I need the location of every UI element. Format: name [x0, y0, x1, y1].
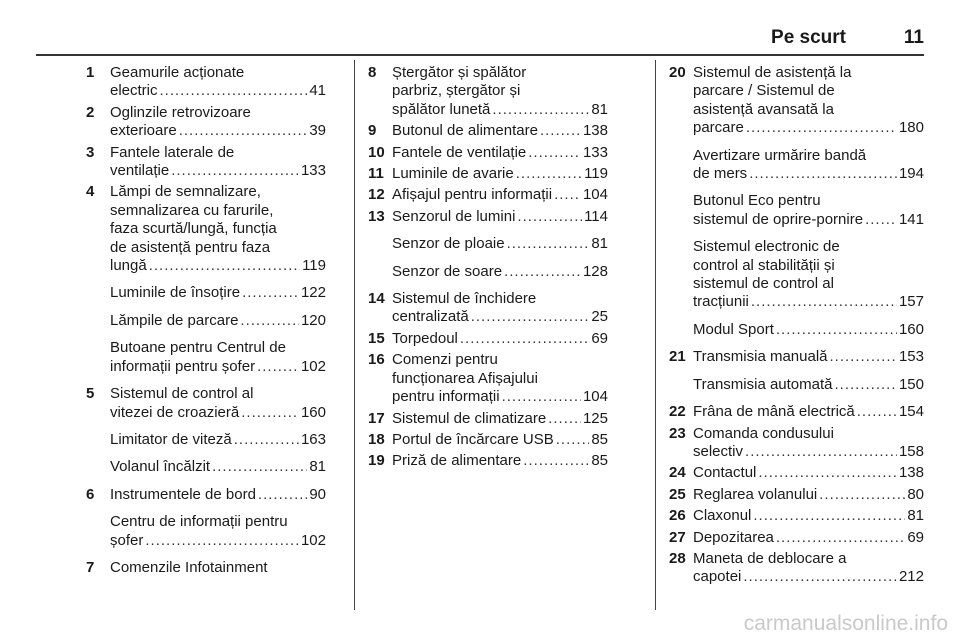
item-number: 22 — [669, 403, 686, 421]
entry-text: Butonul de alimentare — [392, 122, 538, 140]
item-number: 16 — [368, 351, 385, 369]
dot-leader — [242, 284, 299, 302]
entry-line — [392, 144, 608, 162]
index-entry — [368, 208, 608, 226]
item-number: 4 — [86, 183, 95, 201]
page-number: 11 — [903, 27, 924, 48]
page-reference[interactable]: 69 — [907, 528, 924, 546]
index-entry — [86, 431, 326, 449]
dot-leader — [554, 186, 581, 204]
page-reference[interactable]: 85 — [591, 452, 608, 470]
entry-line — [110, 486, 326, 504]
dot-leader — [746, 119, 897, 137]
dot-leader — [460, 330, 589, 348]
page-reference[interactable]: 128 — [582, 262, 608, 280]
entry-text: Senzor de ploaie — [392, 235, 505, 253]
index-entry — [669, 321, 924, 339]
entry-text: Sistemul electronic de — [693, 238, 840, 256]
page-reference[interactable]: 104 — [582, 186, 608, 204]
entry-text: informații pentru șofer — [110, 357, 256, 375]
index-entry — [368, 290, 608, 327]
item-number: 28 — [669, 549, 686, 567]
page-reference[interactable]: 119 — [584, 165, 608, 183]
item-number: 15 — [368, 329, 385, 347]
entry-text: Transmisia manuală — [693, 348, 828, 366]
dot-leader — [471, 308, 590, 326]
entry-text: Butonul Eco pentru — [693, 192, 821, 210]
dot-leader — [857, 403, 897, 421]
page-reference[interactable]: 163 — [300, 430, 326, 448]
index-entry — [669, 425, 924, 462]
index-entry — [669, 507, 924, 525]
dot-leader — [507, 235, 590, 253]
page-reference[interactable]: 160 — [898, 320, 924, 338]
page-reference[interactable]: 69 — [591, 329, 608, 347]
entry-text: Sistemul de climatizare — [392, 409, 547, 427]
page-reference[interactable]: 81 — [591, 100, 608, 118]
dot-leader — [548, 410, 581, 428]
dot-leader — [753, 507, 905, 525]
index-column-1 — [86, 64, 326, 580]
entry-text: Butoane pentru Centrul de — [110, 339, 286, 357]
entry-text: Reglarea volanului — [693, 485, 818, 503]
dot-leader — [758, 464, 897, 482]
dot-leader — [240, 312, 299, 330]
index-column-3 — [669, 64, 924, 590]
entry-text: asistență avansată la — [693, 100, 834, 118]
entry-line — [110, 458, 326, 476]
page-reference[interactable]: 212 — [898, 568, 924, 586]
page-reference[interactable]: 160 — [300, 403, 326, 421]
dot-leader — [743, 568, 897, 586]
index-entry — [86, 486, 326, 504]
entry-line — [392, 410, 608, 428]
entry-line — [110, 431, 326, 449]
page-reference[interactable]: 154 — [898, 403, 924, 421]
index-entry — [368, 431, 608, 449]
item-number: 13 — [368, 207, 385, 225]
page-reference[interactable]: 90 — [309, 485, 326, 503]
entry-line — [392, 186, 608, 204]
page-reference[interactable]: 85 — [591, 430, 608, 448]
index-column-2 — [368, 64, 608, 474]
entry-line — [693, 464, 924, 482]
dot-leader — [776, 321, 897, 339]
page-reference[interactable]: 141 — [898, 210, 924, 228]
entry-text: Portul de încărcare USB — [392, 430, 554, 448]
page-reference[interactable]: 102 — [300, 531, 326, 549]
entry-text: Comanda condusului — [693, 424, 834, 442]
item-number: 11 — [368, 165, 384, 183]
page-reference[interactable]: 114 — [584, 207, 608, 225]
index-entry — [86, 339, 326, 376]
entry-text: Transmisia automată — [693, 375, 833, 393]
page-reference[interactable]: 153 — [898, 348, 924, 366]
dot-leader — [241, 404, 299, 422]
index-entry — [86, 284, 326, 302]
dot-leader — [179, 122, 308, 140]
entry-text: de asistență pentru faza — [110, 238, 271, 256]
entry-line — [693, 348, 924, 366]
index-entry — [669, 376, 924, 394]
page-reference[interactable]: 138 — [582, 122, 608, 140]
item-number: 12 — [368, 186, 385, 204]
page-reference[interactable]: 81 — [591, 235, 608, 253]
dot-leader — [212, 458, 307, 476]
item-number: 8 — [368, 64, 377, 81]
page-reference[interactable]: 158 — [898, 442, 924, 460]
entry-text: ventilație — [110, 162, 170, 180]
dot-leader — [528, 144, 581, 162]
entry-text: Lămpi de semnalizare, — [110, 183, 261, 201]
page-reference[interactable]: 122 — [300, 284, 326, 302]
item-number: 7 — [86, 558, 95, 576]
index-entry — [368, 122, 608, 140]
index-entry — [86, 183, 326, 275]
entry-line — [693, 293, 924, 311]
entry-text: exterioare — [110, 122, 177, 140]
dot-leader — [257, 358, 299, 376]
index-entry — [86, 144, 326, 181]
item-number: 18 — [368, 430, 385, 448]
entry-line — [693, 376, 924, 394]
index-entry — [368, 410, 608, 428]
page-reference[interactable]: 102 — [300, 357, 326, 375]
entry-text: Luminile de avarie — [392, 165, 514, 183]
page-reference[interactable]: 119 — [302, 257, 326, 275]
dot-leader — [751, 293, 897, 311]
index-entry — [669, 64, 924, 138]
entry-text: parbriz, ștergător și — [392, 82, 521, 100]
entry-text: centralizată — [392, 308, 469, 326]
item-number: 25 — [669, 485, 686, 503]
dot-leader — [819, 486, 905, 504]
column-divider — [655, 60, 656, 610]
entry-line — [110, 162, 326, 180]
item-number: 3 — [86, 143, 95, 161]
page-reference[interactable]: 157 — [898, 293, 924, 311]
item-number: 21 — [669, 348, 686, 366]
entry-line — [392, 165, 608, 183]
entry-text: parcare — [693, 119, 744, 137]
entry-line — [110, 532, 326, 550]
dot-leader — [540, 122, 581, 140]
dot-leader — [160, 82, 308, 100]
entry-text: electric — [110, 82, 158, 100]
item-number: 20 — [669, 64, 686, 81]
entry-line — [693, 507, 924, 525]
dot-leader — [258, 486, 307, 504]
entry-text: pentru informații — [392, 388, 500, 406]
index-entry — [86, 312, 326, 330]
page-reference[interactable]: 25 — [591, 308, 608, 326]
page-reference[interactable]: 138 — [898, 464, 924, 482]
dot-leader — [171, 162, 299, 180]
index-entry — [669, 192, 924, 229]
index-entry — [368, 144, 608, 162]
entry-text: Sistemul de închidere — [392, 290, 537, 308]
index-entry — [368, 452, 608, 470]
index-entry — [368, 186, 608, 204]
index-entry — [669, 147, 924, 184]
entry-line — [392, 308, 608, 326]
item-number: 23 — [669, 424, 686, 442]
index-entry — [368, 165, 608, 183]
entry-text: Sistemul de asistență la — [693, 64, 852, 81]
item-number: 24 — [669, 464, 686, 482]
index-entry — [86, 64, 326, 101]
entry-text: Ștergător și spălător — [392, 64, 527, 81]
entry-line — [693, 529, 924, 547]
entry-line — [392, 330, 608, 348]
dot-leader — [492, 101, 589, 119]
index-entry — [86, 104, 326, 141]
entry-text: funcționarea Afișajului — [392, 369, 538, 387]
index-entry — [669, 550, 924, 587]
item-number: 9 — [368, 122, 377, 140]
entry-text: de mers — [693, 165, 748, 183]
item-number: 6 — [86, 485, 95, 503]
index-entry — [669, 486, 924, 504]
page-reference[interactable]: 194 — [898, 165, 924, 183]
index-entry — [368, 351, 608, 406]
item-number: 14 — [368, 290, 385, 308]
index-entry — [669, 529, 924, 547]
page-reference[interactable]: 180 — [898, 119, 924, 137]
entry-text: Comenzile Infotainment — [110, 558, 268, 576]
entry-line — [392, 235, 608, 253]
entry-text: Comenzi pentru — [392, 351, 498, 369]
entry-text: lungă — [110, 257, 147, 275]
entry-text: Maneta de deblocare a — [693, 549, 847, 567]
entry-text: Limitator de viteză — [110, 430, 232, 448]
entry-line — [110, 122, 326, 140]
dot-leader — [865, 211, 897, 229]
page-reference[interactable]: 81 — [309, 458, 326, 476]
column-divider — [354, 60, 355, 610]
entry-line — [110, 358, 326, 376]
entry-text: Fantele de ventilație — [392, 143, 527, 161]
entry-text: Senzor de soare — [392, 262, 503, 280]
entry-line — [693, 443, 924, 461]
dot-leader — [835, 376, 897, 394]
dot-leader — [523, 452, 589, 470]
entry-text: Depozitarea — [693, 528, 774, 546]
dot-leader — [517, 208, 582, 226]
page-reference[interactable]: 39 — [309, 122, 326, 140]
index-entry — [86, 385, 326, 422]
watermark: carmanualsonline.info — [743, 612, 948, 635]
entry-text: Avertizare urmărire bandă — [693, 146, 867, 164]
entry-text: Contactul — [693, 464, 757, 482]
dot-leader — [502, 388, 581, 406]
dot-leader — [556, 431, 590, 449]
entry-text: Fantele laterale de — [110, 143, 235, 161]
page-reference[interactable]: 150 — [898, 375, 924, 393]
page-reference[interactable]: 133 — [582, 143, 608, 161]
entry-text: sistemul de control al — [693, 275, 834, 293]
page-reference[interactable]: 81 — [907, 507, 924, 525]
entry-line — [392, 263, 608, 281]
dot-leader — [749, 165, 897, 183]
item-number: 5 — [86, 385, 95, 403]
entry-text: Sistemul de control al — [110, 385, 254, 403]
entry-line — [693, 165, 924, 183]
entry-text: control al stabilității și — [693, 256, 835, 274]
dot-leader — [830, 348, 897, 366]
entry-line — [693, 403, 924, 421]
entry-text: tracțiunii — [693, 293, 749, 311]
entry-text: sistemul de oprire-pornire — [693, 210, 864, 228]
entry-text: șofer — [110, 531, 144, 549]
header-rule — [36, 54, 924, 56]
entry-text: Luminile de însoțire — [110, 284, 241, 302]
entry-text: Geamurile acționate — [110, 64, 245, 81]
entry-line — [110, 312, 326, 330]
entry-text: vitezei de croazieră — [110, 403, 240, 421]
entry-text: parcare / Sistemul de — [693, 82, 835, 100]
item-number: 19 — [368, 452, 385, 470]
entry-line — [392, 208, 608, 226]
entry-text: semnalizarea cu farurile, — [110, 201, 274, 219]
entry-text: Priză de alimentare — [392, 452, 522, 470]
entry-line — [693, 211, 924, 229]
index-entry — [368, 64, 608, 119]
index-entry — [669, 238, 924, 312]
entry-line — [392, 388, 608, 406]
page-reference[interactable]: 41 — [309, 82, 326, 100]
dot-leader — [234, 431, 299, 449]
entry-text: Volanul încălzit — [110, 458, 211, 476]
item-number: 17 — [368, 409, 385, 427]
page-reference[interactable]: 125 — [582, 409, 608, 427]
dot-leader — [149, 257, 300, 275]
dot-leader — [145, 532, 299, 550]
entry-line — [693, 568, 924, 586]
section-title: Pe scurt — [771, 27, 846, 48]
item-number: 27 — [669, 528, 686, 546]
entry-line — [110, 559, 326, 577]
index-entry — [86, 458, 326, 476]
item-number: 10 — [368, 143, 385, 161]
entry-line — [110, 82, 326, 100]
entry-text: Instrumentele de bord — [110, 485, 256, 503]
entry-line — [392, 452, 608, 470]
entry-text: spălător lunetă — [392, 100, 491, 118]
entry-text: Claxonul — [693, 507, 752, 525]
entry-text: Afișajul pentru informații — [392, 186, 553, 204]
entry-line — [693, 486, 924, 504]
entry-text: faza scurtă/lungă, funcția — [110, 220, 277, 238]
entry-line — [110, 284, 326, 302]
entry-line — [693, 119, 924, 137]
dot-leader — [516, 165, 582, 183]
index-entry — [368, 263, 608, 281]
dot-leader — [745, 443, 897, 461]
entry-text: Centru de informații pentru — [110, 513, 288, 531]
item-number: 26 — [669, 507, 686, 525]
entry-line — [110, 404, 326, 422]
index-entry — [669, 464, 924, 482]
page-reference[interactable]: 133 — [300, 162, 326, 180]
entry-line — [392, 122, 608, 140]
index-entry — [86, 513, 326, 550]
index-entry — [669, 348, 924, 366]
entry-line — [693, 321, 924, 339]
entry-text: Frâna de mână electrică — [693, 403, 855, 421]
item-number: 1 — [86, 64, 95, 81]
page-reference[interactable]: 80 — [907, 485, 924, 503]
item-number: 2 — [86, 103, 95, 121]
index-entry — [368, 235, 608, 253]
index-entry — [86, 559, 326, 577]
entry-text: selectiv — [693, 442, 744, 460]
page-reference[interactable]: 120 — [300, 311, 326, 329]
entry-line — [392, 101, 608, 119]
entry-text: capotei — [693, 568, 742, 586]
index-entry — [368, 330, 608, 348]
dot-leader — [776, 529, 905, 547]
entry-line — [110, 257, 326, 275]
page-reference[interactable]: 104 — [582, 388, 608, 406]
entry-text: Oglinzile retrovizoare — [110, 103, 251, 121]
entry-text: Modul Sport — [693, 320, 774, 338]
index-entry — [669, 403, 924, 421]
entry-text: Torpedoul — [392, 329, 458, 347]
dot-leader — [504, 263, 581, 281]
entry-text: Lămpile de parcare — [110, 311, 239, 329]
entry-text: Senzorul de lumini — [392, 207, 516, 225]
page-header — [36, 27, 924, 53]
entry-line — [392, 431, 608, 449]
